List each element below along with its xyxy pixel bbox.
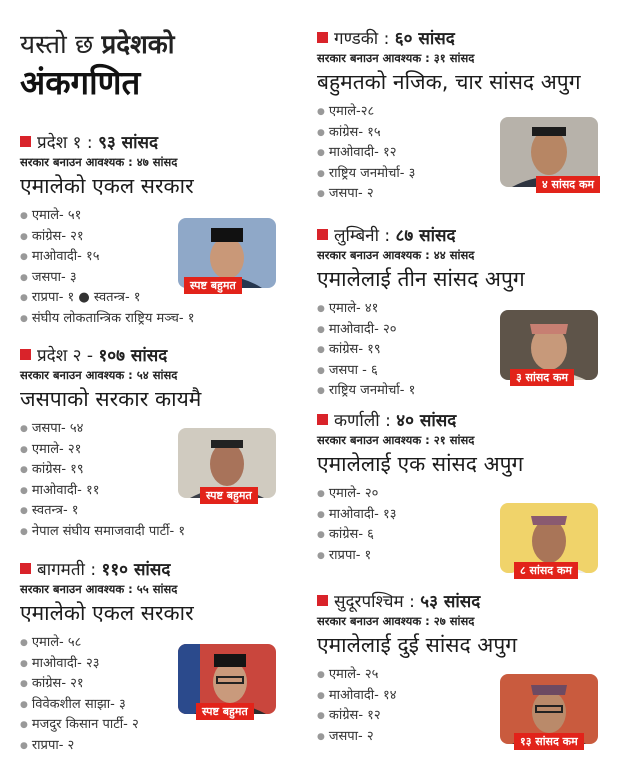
section-count: ११० सांसद <box>101 560 171 580</box>
leader-photo-province-2 <box>178 428 276 502</box>
main-title-bold: प्रदेशको <box>101 30 175 60</box>
list-item: ● नेपाल संघीय समाजवादी पार्टी- १ <box>20 522 300 543</box>
list-item: ● संघीय लोकतान्त्रिक राष्ट्रिय मञ्च- १ <box>20 309 300 330</box>
list-item: ● एमाले- २० <box>317 484 617 505</box>
list-item: ● विवेकशील साझा- ३ <box>20 695 300 716</box>
section-count: ८७ सांसद <box>395 226 456 246</box>
section-requirement: सरकार बनाउन आवश्यक : २७ सांसद <box>317 614 475 628</box>
red-square-icon <box>317 414 328 425</box>
list-item: ● माओवादी- १५ <box>20 247 300 268</box>
section-count: ५३ सांसद <box>420 592 481 612</box>
list-item: ● एमाले- २१ <box>20 440 300 461</box>
list-item: ● कांग्रेस- १९ <box>317 340 617 361</box>
list-item: ● कांग्रेस- १२ <box>317 706 617 727</box>
list-item: ● जसपा - ६ <box>317 361 617 382</box>
section-title: एमालेको एकल सरकार <box>20 601 194 625</box>
section-title: एमालेलाई एक सांसद अपुग <box>317 452 524 476</box>
section-name: लुम्बिनी <box>334 226 379 246</box>
section-requirement: सरकार बनाउन आवश्यक : ५५ सांसद <box>20 582 178 596</box>
section-name: कर्णाली <box>334 411 380 431</box>
section-count: ६० सांसद <box>394 29 455 49</box>
section-name: बागमती <box>37 560 85 580</box>
leader-photo-sudurpashchim <box>500 674 598 748</box>
list-item: ● माओवादी- १२ <box>317 143 617 164</box>
section-heading: बागमती : ११० सांसद <box>20 559 300 581</box>
section-heading: प्रदेश २ - १०७ सांसद <box>20 345 300 367</box>
red-square-icon <box>20 136 31 147</box>
section-requirement: सरकार बनाउन आवश्यक : ५४ सांसद <box>20 368 178 382</box>
leader-photo-karnali <box>500 503 598 577</box>
status-badge: ३ सांसद कम <box>510 369 574 386</box>
list-item: ● राष्ट्रिय जनमोर्चा- ३ <box>317 164 617 185</box>
list-item: ● एमाले-२८ <box>317 102 617 123</box>
list-item: ● राप्रपा- १ <box>317 546 617 567</box>
red-square-icon <box>20 349 31 360</box>
status-badge: स्पष्ट बहुमत <box>184 277 242 294</box>
list-item: ● मजदुर किसान पार्टी- २ <box>20 715 300 736</box>
status-badge: ४ सांसद कम <box>536 176 600 193</box>
section-heading: गण्डकी : ६० सांसद <box>317 28 617 50</box>
list-item: ● कांग्रेस- १९ <box>20 460 300 481</box>
status-badge: स्पष्ट बहुमत <box>196 703 254 720</box>
list-item: ● माओवादी- १३ <box>317 505 617 526</box>
list-item: ● राप्रपा- १ ● स्वतन्त्र- १ <box>20 288 300 309</box>
section-requirement: सरकार बनाउन आवश्यक : ४७ सांसद <box>20 155 178 169</box>
leader-photo-province-1 <box>178 218 276 292</box>
list-item: ● कांग्रेस- २१ <box>20 227 300 248</box>
red-square-icon <box>317 32 328 43</box>
section-name: गण्डकी <box>334 29 379 49</box>
section-heading: कर्णाली : ४० सांसद <box>317 410 617 432</box>
leader-photo-bagmati <box>178 644 276 718</box>
list-item: ● जसपा- २ <box>317 727 617 748</box>
section-requirement: सरकार बनाउन आवश्यक : ३१ सांसद <box>317 51 475 65</box>
section-name: सुदूरपश्चिम <box>334 592 404 612</box>
list-item: ● जसपा- ३ <box>20 268 300 289</box>
list-item: ● एमाले- ४१ <box>317 299 617 320</box>
list-item: ● कांग्रेस- ६ <box>317 525 617 546</box>
section-heading: सुदूरपश्चिम : ५३ सांसद <box>317 591 617 613</box>
status-badge: १३ सांसद कम <box>514 733 584 750</box>
section-requirement: सरकार बनाउन आवश्यक : २१ सांसद <box>317 433 475 447</box>
section-count: ४० सांसद <box>396 411 457 431</box>
section-title: एमालेको एकल सरकार <box>20 174 194 198</box>
section-title: एमालेलाई तीन सांसद अपुग <box>317 267 525 291</box>
list-item: ● माओवादी- २३ <box>20 654 300 675</box>
list-item: ● स्वतन्त्र- १ <box>20 501 300 522</box>
list-item: ● जसपा- ५४ <box>20 419 300 440</box>
section-name: प्रदेश २ <box>37 346 82 366</box>
main-title-pre: यस्तो छ <box>20 30 102 60</box>
list-item: ● एमाले- २५ <box>317 665 617 686</box>
section-name: प्रदेश १ <box>37 133 82 153</box>
leader-photo-lumbini <box>500 310 598 384</box>
section-title: जसपाको सरकार कायमै <box>20 387 202 411</box>
main-title-line1 <box>20 28 300 62</box>
list-item: ● माओवादी- १४ <box>317 686 617 707</box>
list-item: ● माओवादी- २० <box>317 320 617 341</box>
red-square-icon <box>317 595 328 606</box>
status-badge: स्पष्ट बहुमत <box>200 487 258 504</box>
list-item: ● एमाले- ५१ <box>20 206 300 227</box>
main-title <box>20 28 300 104</box>
section-heading: लुम्बिनी : ८७ सांसद <box>317 225 617 247</box>
list-item: ● कांग्रेस- २१ <box>20 674 300 695</box>
section-requirement: सरकार बनाउन आवश्यक : ४४ सांसद <box>317 248 475 262</box>
section-heading: प्रदेश १ : ९३ सांसद <box>20 132 300 154</box>
list-item: ● राष्ट्रिय जनमोर्चा- १ <box>317 381 617 402</box>
list-item: ● जसपा- २ <box>317 184 617 205</box>
section-count: ९३ सांसद <box>98 133 159 153</box>
section-count: १०७ सांसद <box>98 346 168 366</box>
list-item: ● कांग्रेस- १५ <box>317 123 617 144</box>
red-square-icon <box>317 229 328 240</box>
section-title: बहुमतको नजिक, चार सांसद अपुग <box>317 70 581 94</box>
list-item: ● माओवादी- ११ <box>20 481 300 502</box>
main-title-line2: अंकगणित <box>20 63 141 102</box>
list-item: ● एमाले- ५८ <box>20 633 300 654</box>
status-badge: ८ सांसद कम <box>514 562 578 579</box>
list-item: ● राप्रपा- २ <box>20 736 300 757</box>
section-title: एमालेलाई दुई सांसद अपुग <box>317 633 518 657</box>
leader-photo-gandaki <box>500 117 598 191</box>
red-square-icon <box>20 563 31 574</box>
